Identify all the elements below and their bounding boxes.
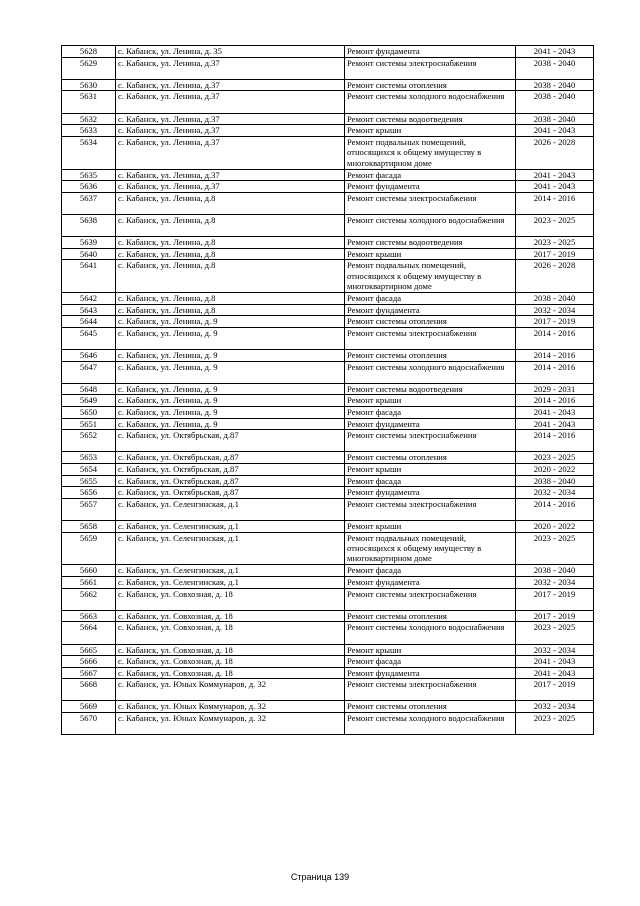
row-work-type: Ремонт системы электроснабжения: [345, 679, 516, 701]
row-work-type: Ремонт фундамента: [345, 181, 516, 193]
row-period: 2014 - 2016: [516, 327, 594, 349]
row-address: с. Кабанск, ул. Ленина, д.37: [116, 57, 345, 79]
row-number: 5651: [62, 418, 116, 430]
row-period: 2038 - 2040: [516, 113, 594, 125]
row-number: 5663: [62, 610, 116, 622]
row-work-type: Ремонт крыши: [345, 644, 516, 656]
row-period: 2032 - 2034: [516, 701, 594, 713]
row-address: с. Кабанск, ул. Юных Коммунаров, д. 32: [116, 701, 345, 713]
row-period: 2020 - 2022: [516, 520, 594, 532]
row-address: с. Кабанск, ул. Ленина, д.8: [116, 214, 345, 236]
row-work-type: Ремонт системы отопления: [345, 79, 516, 91]
row-address: с. Кабанск, ул. Селенгинская, д.1: [116, 576, 345, 588]
table-row: [62, 667, 594, 679]
row-period: 2023 - 2025: [516, 713, 594, 735]
row-number: 5638: [62, 214, 116, 236]
row-number: 5665: [62, 644, 116, 656]
row-work-type: Ремонт системы электроснабжения: [345, 430, 516, 452]
row-address: с. Кабанск, ул. Ленина, д. 9: [116, 407, 345, 419]
table-row: [62, 588, 594, 610]
row-number: 5648: [62, 383, 116, 395]
row-period: 2017 - 2019: [516, 610, 594, 622]
row-work-type: Ремонт подвальных помещений, относящихся к общему имуществу в многоквартирном доме: [345, 260, 516, 293]
row-number: 5633: [62, 125, 116, 137]
row-number: 5660: [62, 565, 116, 577]
row-address: с. Кабанск, ул. Юных Коммунаров, д. 32: [116, 713, 345, 735]
row-address: с. Кабанск, ул. Ленина, д.8: [116, 237, 345, 249]
table-row: [62, 610, 594, 622]
table-row: [62, 181, 594, 193]
row-number: 5639: [62, 237, 116, 249]
row-work-type: Ремонт системы холодного водоснабжения: [345, 214, 516, 236]
row-work-type: Ремонт крыши: [345, 520, 516, 532]
row-address: с. Кабанск, ул. Ленина, д. 9: [116, 316, 345, 328]
row-period: 2026 - 2028: [516, 136, 594, 169]
row-period: 2038 - 2040: [516, 91, 594, 113]
row-work-type: Ремонт системы отопления: [345, 350, 516, 362]
row-period: 2032 - 2034: [516, 644, 594, 656]
table-row: [62, 656, 594, 668]
row-number: 5641: [62, 260, 116, 293]
row-work-type: Ремонт системы электроснабжения: [345, 57, 516, 79]
row-address: с. Кабанск, ул. Селенгинская, д.1: [116, 532, 345, 565]
row-number: 5659: [62, 532, 116, 565]
row-period: 2038 - 2040: [516, 475, 594, 487]
table-row: [62, 383, 594, 395]
row-work-type: Ремонт системы холодного водоснабжения: [345, 622, 516, 644]
row-period: 2032 - 2034: [516, 304, 594, 316]
row-work-type: Ремонт системы электроснабжения: [345, 498, 516, 520]
row-number: 5642: [62, 293, 116, 305]
table-row: [62, 91, 594, 113]
table-row: [62, 418, 594, 430]
row-number: 5629: [62, 57, 116, 79]
row-address: с. Кабанск, ул. Октябрьская, д.87: [116, 475, 345, 487]
row-address: с. Кабанск, ул. Ленина, д.37: [116, 136, 345, 169]
row-period: 2023 - 2025: [516, 452, 594, 464]
row-number: 5645: [62, 327, 116, 349]
row-number: 5668: [62, 679, 116, 701]
row-number: 5650: [62, 407, 116, 419]
row-address: с. Кабанск, ул. Совхозная, д. 18: [116, 667, 345, 679]
table-row: [62, 622, 594, 644]
row-work-type: Ремонт системы холодного водоснабжения: [345, 91, 516, 113]
row-work-type: Ремонт системы отопления: [345, 452, 516, 464]
row-period: 2038 - 2040: [516, 565, 594, 577]
row-work-type: Ремонт фундамента: [345, 304, 516, 316]
row-number: 5634: [62, 136, 116, 169]
row-work-type: Ремонт системы отопления: [345, 610, 516, 622]
row-number: 5652: [62, 430, 116, 452]
row-number: 5647: [62, 361, 116, 383]
row-work-type: Ремонт системы холодного водоснабжения: [345, 713, 516, 735]
row-period: 2014 - 2016: [516, 192, 594, 214]
table-row: [62, 532, 594, 565]
row-work-type: Ремонт фасада: [345, 656, 516, 668]
row-address: с. Кабанск, ул. Ленина, д. 9: [116, 350, 345, 362]
row-address: с. Кабанск, ул. Ленина, д. 35: [116, 46, 345, 58]
row-address: с. Кабанск, ул. Ленина, д.37: [116, 169, 345, 181]
row-number: 5637: [62, 192, 116, 214]
row-period: 2014 - 2016: [516, 395, 594, 407]
row-address: с. Кабанск, ул. Селенгинская, д.1: [116, 498, 345, 520]
row-address: с. Кабанск, ул. Совхозная, д. 18: [116, 622, 345, 644]
row-period: 2014 - 2016: [516, 350, 594, 362]
row-address: с. Кабанск, ул. Ленина, д. 9: [116, 383, 345, 395]
row-address: с. Кабанск, ул. Ленина, д. 9: [116, 327, 345, 349]
row-period: 2041 - 2043: [516, 667, 594, 679]
row-number: 5666: [62, 656, 116, 668]
row-number: 5656: [62, 487, 116, 499]
table-row: [62, 576, 594, 588]
row-number: 5646: [62, 350, 116, 362]
table-row: [62, 520, 594, 532]
table-row: [62, 192, 594, 214]
row-address: с. Кабанск, ул. Ленина, д.8: [116, 248, 345, 260]
row-period: 2020 - 2022: [516, 464, 594, 476]
capital-repair-table: [61, 45, 594, 735]
row-period: 2023 - 2025: [516, 237, 594, 249]
row-work-type: Ремонт системы электроснабжения: [345, 588, 516, 610]
row-address: с. Кабанск, ул. Ленина, д.37: [116, 113, 345, 125]
table-row: [62, 644, 594, 656]
row-address: с. Кабанск, ул. Юных Коммунаров, д. 32: [116, 679, 345, 701]
row-period: 2038 - 2040: [516, 79, 594, 91]
row-number: 5640: [62, 248, 116, 260]
table-row: [62, 214, 594, 236]
table-row: [62, 361, 594, 383]
page-footer: Страница 139: [290, 872, 350, 882]
row-work-type: Ремонт системы водоотведения: [345, 237, 516, 249]
row-address: с. Кабанск, ул. Ленина, д.8: [116, 260, 345, 293]
row-number: 5661: [62, 576, 116, 588]
row-period: 2032 - 2034: [516, 576, 594, 588]
table-row: [62, 475, 594, 487]
row-work-type: Ремонт системы водоотведения: [345, 113, 516, 125]
row-address: с. Кабанск, ул. Ленина, д.37: [116, 79, 345, 91]
row-number: 5643: [62, 304, 116, 316]
row-number: 5653: [62, 452, 116, 464]
row-work-type: Ремонт системы отопления: [345, 701, 516, 713]
table-row: [62, 713, 594, 735]
row-period: 2041 - 2043: [516, 418, 594, 430]
table-row: [62, 79, 594, 91]
row-address: с. Кабанск, ул. Ленина, д. 9: [116, 395, 345, 407]
table-row: [62, 679, 594, 701]
row-period: 2017 - 2019: [516, 248, 594, 260]
row-number: 5657: [62, 498, 116, 520]
row-address: с. Кабанск, ул. Селенгинская, д.1: [116, 520, 345, 532]
row-period: 2041 - 2043: [516, 125, 594, 137]
row-period: 2038 - 2040: [516, 57, 594, 79]
row-number: 5670: [62, 713, 116, 735]
table-row: [62, 327, 594, 349]
row-address: с. Кабанск, ул. Ленина, д. 9: [116, 418, 345, 430]
row-address: с. Кабанск, ул. Октябрьская, д.87: [116, 430, 345, 452]
row-period: 2023 - 2025: [516, 214, 594, 236]
row-address: с. Кабанск, ул. Ленина, д. 9: [116, 361, 345, 383]
row-number: 5631: [62, 91, 116, 113]
row-work-type: Ремонт крыши: [345, 464, 516, 476]
table-row: [62, 430, 594, 452]
table-row: [62, 57, 594, 79]
row-period: 2023 - 2025: [516, 622, 594, 644]
row-period: 2041 - 2043: [516, 407, 594, 419]
row-work-type: Ремонт системы электроснабжения: [345, 192, 516, 214]
table-row: [62, 293, 594, 305]
row-work-type: Ремонт подвальных помещений, относящихся к общему имуществу в многоквартирном доме: [345, 532, 516, 565]
row-period: 2041 - 2043: [516, 181, 594, 193]
table-row: [62, 701, 594, 713]
row-number: 5649: [62, 395, 116, 407]
row-number: 5635: [62, 169, 116, 181]
row-work-type: Ремонт подвальных помещений, относящихся к общему имуществу в многоквартирном доме: [345, 136, 516, 169]
row-number: 5669: [62, 701, 116, 713]
table-row: [62, 350, 594, 362]
row-work-type: Ремонт фасада: [345, 475, 516, 487]
row-work-type: Ремонт крыши: [345, 395, 516, 407]
table-row: [62, 136, 594, 169]
row-number: 5636: [62, 181, 116, 193]
table-row: [62, 498, 594, 520]
row-address: с. Кабанск, ул. Ленина, д.37: [116, 181, 345, 193]
row-period: 2014 - 2016: [516, 498, 594, 520]
row-work-type: Ремонт фундамента: [345, 418, 516, 430]
table-row: [62, 565, 594, 577]
table-row: [62, 316, 594, 328]
row-number: 5632: [62, 113, 116, 125]
row-number: 5630: [62, 79, 116, 91]
row-work-type: Ремонт системы отопления: [345, 316, 516, 328]
row-period: 2041 - 2043: [516, 656, 594, 668]
table-row: [62, 125, 594, 137]
row-address: с. Кабанск, ул. Совхозная, д. 18: [116, 644, 345, 656]
table-row: [62, 304, 594, 316]
row-period: 2017 - 2019: [516, 679, 594, 701]
row-period: 2029 - 2031: [516, 383, 594, 395]
table-row: [62, 407, 594, 419]
table-body: [62, 46, 594, 735]
row-address: с. Кабанск, ул. Октябрьская, д.87: [116, 452, 345, 464]
table-row: [62, 464, 594, 476]
row-period: 2023 - 2025: [516, 532, 594, 565]
row-period: 2041 - 2043: [516, 46, 594, 58]
row-work-type: Ремонт фасада: [345, 169, 516, 181]
table-row: [62, 452, 594, 464]
table-row: [62, 248, 594, 260]
table-row: [62, 487, 594, 499]
table-row: [62, 260, 594, 293]
row-number: 5662: [62, 588, 116, 610]
row-work-type: Ремонт фасада: [345, 293, 516, 305]
row-address: с. Кабанск, ул. Селенгинская, д.1: [116, 565, 345, 577]
row-number: 5658: [62, 520, 116, 532]
row-work-type: Ремонт фасада: [345, 565, 516, 577]
row-period: 2014 - 2016: [516, 361, 594, 383]
row-work-type: Ремонт фасада: [345, 407, 516, 419]
table-row: [62, 395, 594, 407]
row-address: с. Кабанск, ул. Ленина, д.8: [116, 304, 345, 316]
row-address: с. Кабанск, ул. Совхозная, д. 18: [116, 656, 345, 668]
row-address: с. Кабанск, ул. Ленина, д.8: [116, 293, 345, 305]
table-row: [62, 169, 594, 181]
row-work-type: Ремонт фундамента: [345, 46, 516, 58]
row-work-type: Ремонт фундамента: [345, 667, 516, 679]
row-work-type: Ремонт системы холодного водоснабжения: [345, 361, 516, 383]
row-number: 5654: [62, 464, 116, 476]
row-address: с. Кабанск, ул. Октябрьская, д.87: [116, 464, 345, 476]
row-period: 2017 - 2019: [516, 588, 594, 610]
row-number: 5667: [62, 667, 116, 679]
row-work-type: Ремонт фундамента: [345, 576, 516, 588]
row-work-type: Ремонт системы электроснабжения: [345, 327, 516, 349]
row-period: 2041 - 2043: [516, 169, 594, 181]
row-work-type: Ремонт системы водоотведения: [345, 383, 516, 395]
row-period: 2014 - 2016: [516, 430, 594, 452]
row-work-type: Ремонт крыши: [345, 125, 516, 137]
row-work-type: Ремонт крыши: [345, 248, 516, 260]
row-address: с. Кабанск, ул. Ленина, д.8: [116, 192, 345, 214]
row-number: 5644: [62, 316, 116, 328]
row-address: с. Кабанск, ул. Совхозная, д. 18: [116, 610, 345, 622]
row-number: 5664: [62, 622, 116, 644]
table-row: [62, 46, 594, 58]
row-address: с. Кабанск, ул. Совхозная, д. 18: [116, 588, 345, 610]
row-address: с. Кабанск, ул. Октябрьская, д.87: [116, 487, 345, 499]
table-row: [62, 237, 594, 249]
row-work-type: Ремонт фундамента: [345, 487, 516, 499]
row-number: 5655: [62, 475, 116, 487]
row-number: 5628: [62, 46, 116, 58]
row-period: 2026 - 2028: [516, 260, 594, 293]
row-period: 2017 - 2019: [516, 316, 594, 328]
table-row: [62, 113, 594, 125]
row-address: с. Кабанск, ул. Ленина, д.37: [116, 91, 345, 113]
row-period: 2038 - 2040: [516, 293, 594, 305]
row-period: 2032 - 2034: [516, 487, 594, 499]
row-address: с. Кабанск, ул. Ленина, д.37: [116, 125, 345, 137]
